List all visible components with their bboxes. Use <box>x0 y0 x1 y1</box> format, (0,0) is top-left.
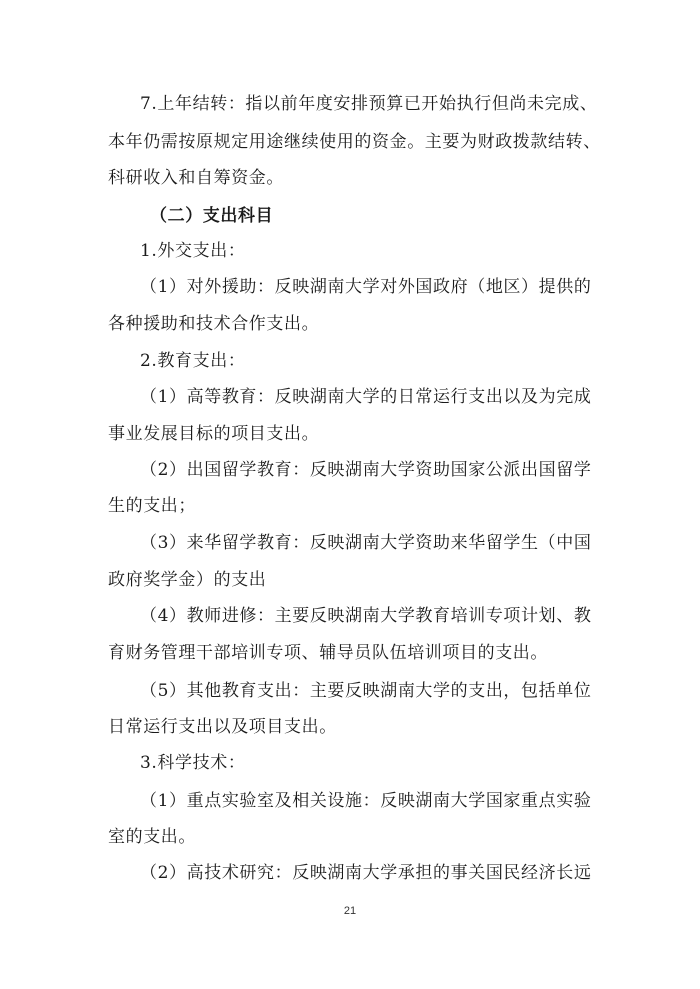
item-foreign-affairs-heading: 1.外交支出： <box>140 241 246 261</box>
study-abroad-line-2: 生的支出； <box>108 496 196 516</box>
paragraph-carryover-line-2: 本年仍需按原规定用途继续使用的资金。主要为财政拨款结转、 <box>108 132 601 152</box>
paragraph-carryover-line-3: 科研收入和自筹资金。 <box>108 168 284 188</box>
international-students-line-2: 政府奖学金）的支出 <box>108 570 267 590</box>
item-education-heading: 2.教育支出： <box>140 351 246 371</box>
high-tech-research-line-1: （2）高技术研究：反映湖南大学承担的事关国民经济长远 <box>140 863 592 883</box>
higher-education-line-1: （1）高等教育：反映湖南大学的日常运行支出以及为完成 <box>140 387 592 407</box>
other-education-line-2: 日常运行支出以及项目支出。 <box>108 717 337 737</box>
page-number: 21 <box>343 905 357 917</box>
section-heading-expenditure: （二）支出科目 <box>150 206 274 226</box>
study-abroad-line-1: （2）出国留学教育：反映湖南大学资助国家公派出国留学 <box>140 460 592 480</box>
higher-education-line-2: 事业发展目标的项目支出。 <box>108 424 320 444</box>
key-laboratories-line-2: 室的支出。 <box>108 827 196 847</box>
foreign-aid-line-2: 各种援助和技术合作支出。 <box>108 314 320 334</box>
foreign-aid-line-1: （1）对外援助：反映湖南大学对外国政府（地区）提供的 <box>140 277 592 297</box>
other-education-line-1: （5）其他教育支出：主要反映湖南大学的支出，包括单位 <box>140 681 592 701</box>
teacher-training-line-2: 育财务管理干部培训专项、辅导员队伍培训项目的支出。 <box>108 643 548 663</box>
teacher-training-line-1: （4）教师进修：主要反映湖南大学教育培训专项计划、教 <box>140 606 592 626</box>
item-science-technology-heading: 3.科学技术： <box>140 753 246 773</box>
key-laboratories-line-1: （1）重点实验室及相关设施：反映湖南大学国家重点实验 <box>140 791 592 811</box>
international-students-line-1: （3）来华留学教育：反映湖南大学资助来华留学生（中国 <box>140 533 592 553</box>
paragraph-carryover-line-1: 7.上年结转：指以前年度安排预算已开始执行但尚未完成、 <box>140 94 598 114</box>
